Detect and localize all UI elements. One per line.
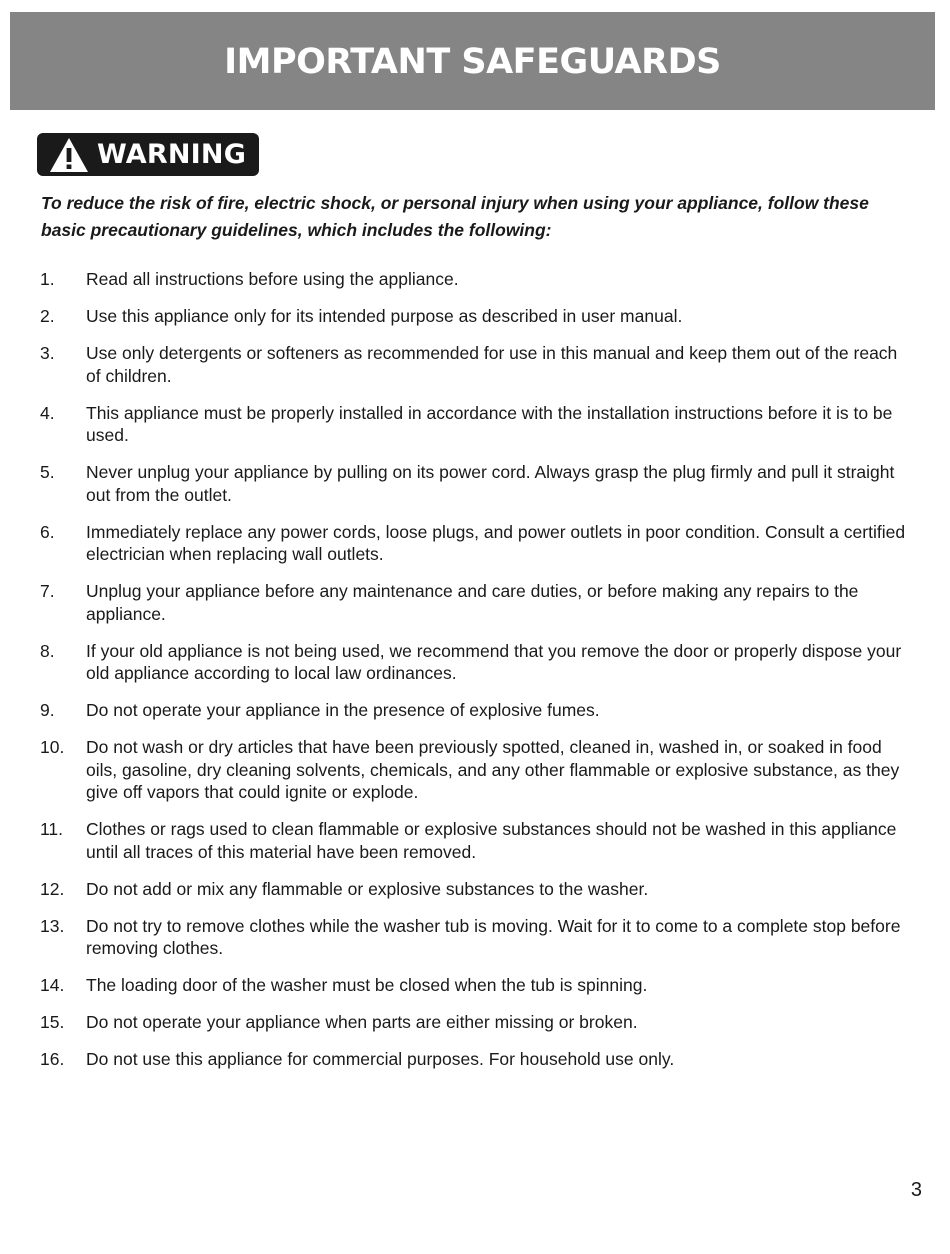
list-item-number: 3. (40, 343, 55, 363)
list-item-number: 16. (40, 1049, 65, 1069)
list-item (40, 1011, 910, 1034)
list-item-text: Do not try to remove clothes while the washer tub is moving. Wait for it to come to a complete stop before removing clothes. (86, 915, 901, 958)
list-item-text: Never unplug your appliance by pulling on its power cord. Always grasp the plug firmly and pull it straight out from the outlet. (86, 462, 895, 505)
list-item (40, 268, 910, 291)
list-item-text: Unplug your appliance before any maintenance and care duties, or before making any repairs to the appliance. (86, 581, 859, 624)
list-item-text: Do not operate your appliance when parts are either missing or broken. (86, 1012, 638, 1032)
warning-triangle-icon (47, 133, 91, 176)
page-number: 3 (910, 1179, 922, 1201)
warning-badge (37, 133, 259, 176)
list-item (40, 640, 910, 685)
list-item (40, 402, 910, 447)
list-item-number: 5. (40, 462, 55, 482)
list-item (40, 580, 910, 625)
list-item (40, 461, 910, 506)
list-item-text: This appliance must be properly installed in accordance with the installation instructions before it is to be used. (86, 402, 893, 445)
list-item-number: 14. (40, 975, 65, 995)
list-item-text: Do not add or mix any flammable or explosive substances to the washer. (86, 878, 649, 899)
list-item-number: 11. (40, 819, 64, 839)
list-item-text: Use only detergents or softeners as recommended for use in this manual and keep them out of the reach of children. (86, 343, 898, 386)
list-item-number: 9. (40, 700, 55, 720)
list-item (40, 736, 910, 804)
list-item-text: Immediately replace any power cords, loose plugs, and power outlets in poor condition. Consult a certified electrician when replacing wall outlets. (86, 521, 906, 564)
list-item-number: 6. (40, 521, 55, 542)
list-item (40, 699, 910, 722)
list-item (40, 878, 910, 901)
list-item (40, 818, 910, 863)
list-item-number: 15. (40, 1012, 65, 1032)
header-bar (10, 12, 935, 110)
list-item (40, 915, 910, 960)
list-item-text: Use this appliance only for its intended purpose as described in user manual. (86, 306, 683, 326)
list-item (40, 305, 910, 328)
list-item-number: 2. (40, 306, 55, 326)
list-item (40, 1048, 910, 1071)
safeguards-list (40, 268, 910, 1085)
list-item-number: 4. (40, 402, 55, 423)
list-item-text: Clothes or rags used to clean flammable or explosive substances should not be washed in this appliance until all traces of this material have been removed. (86, 819, 897, 862)
list-item-text: If your old appliance is not being used, we recommend that you remove the door or properly dispose your old appliance according to local law ordinances. (86, 640, 902, 683)
list-item-text: Read all instructions before using the appliance. (86, 269, 459, 289)
list-item-text: Do not use this appliance for commercial purposes. For household use only. (86, 1049, 675, 1069)
list-item (40, 521, 910, 566)
list-item-number: 1. (40, 269, 55, 289)
intro-text: To reduce the risk of fire, electric shock, or personal injury when using your appliance, follow these basic precautionary guidelines, which includes the following: (41, 193, 869, 240)
list-item-text: Do not operate your appliance in the presence of explosive fumes. (86, 700, 600, 720)
list-item-number: 12. (40, 878, 65, 899)
page-title: IMPORTANT SAFEGUARDS (224, 42, 721, 82)
list-item-text: The loading door of the washer must be closed when the tub is spinning. (86, 975, 648, 995)
list-item-number: 10. (40, 737, 65, 757)
list-item-text: Do not wash or dry articles that have been previously spotted, cleaned in, washed in, or soaked in food oils, gasoline, dry cleaning solvents, chemicals, and any other flammable or explosive substance, as they give off vapors that could ignite or explode. (86, 737, 900, 802)
list-item (40, 342, 910, 387)
list-item (40, 974, 910, 997)
list-item-number: 13. (40, 915, 65, 936)
warning-label: WARNING (97, 139, 247, 170)
list-item-number: 7. (40, 581, 55, 601)
list-item-number: 8. (40, 640, 55, 661)
